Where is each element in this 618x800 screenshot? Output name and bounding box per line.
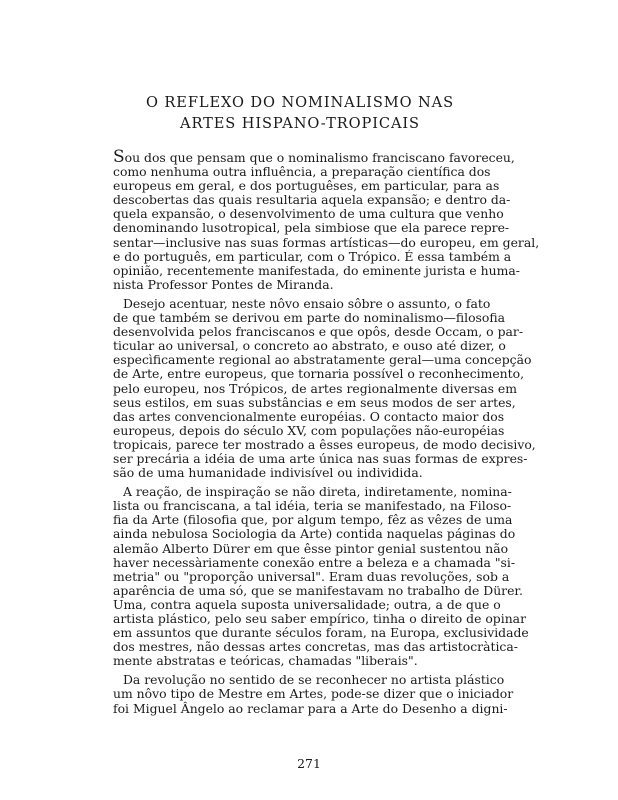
text-line <box>113 466 487 480</box>
text-line <box>113 568 510 584</box>
text-line-content: A reação, de inspiração se não direta, indiretamente, nomina- <box>123 484 512 500</box>
text-line <box>113 310 506 326</box>
text-line <box>113 450 528 466</box>
text-line <box>113 352 532 368</box>
text-line-content: metria" ou "proporção universal". Eram duas revoluções, sob a <box>113 568 510 584</box>
text-line <box>113 408 505 424</box>
text-line-content: ainda nebulosa Sociologia da Arte) contida naquelas páginas do <box>113 526 516 542</box>
text-line <box>113 295 491 311</box>
text-line-content: alemão Alberto Dürer em que êsse pintor genial sustentou não <box>113 540 509 556</box>
text-line-content: descobertas das quais resultaria aquela expansão; e dentro da- <box>113 192 511 208</box>
text-line <box>113 394 516 410</box>
text-line-content: Da revolução no sentido de se reconhecer no artista plástico <box>123 672 505 688</box>
text-line <box>113 422 505 438</box>
page-number: 271 <box>297 756 321 771</box>
text-line <box>113 639 518 655</box>
text-line-content: pelo europeu, nos Trópicos, de artes regionalmente diversas em <box>113 380 518 396</box>
text-line-content: como nenhuma outra influência, a preparação científica dos <box>113 164 491 180</box>
book-page <box>113 92 540 716</box>
text-line-content: Desejo acentuar, neste nôvo ensaio sôbre o assunto, o fato <box>123 295 491 311</box>
text-line-content: Uma, contra aquela suposta universalidade; outra, a de que o <box>113 596 501 612</box>
text-line <box>113 220 510 236</box>
chapter-title <box>113 92 487 134</box>
text-line-content: tropicais, parece ter mostrado a êsses europeus, de modo decisivo, <box>113 436 536 452</box>
text-line-content: lista ou franciscana, a tal idéia, teria se manifestado, na Filoso- <box>113 498 512 514</box>
text-line-content: opinião, recentemente manifestada, do eminente jurista e huma- <box>113 262 520 278</box>
text-line <box>113 278 487 292</box>
text-line <box>113 338 506 354</box>
text-line-content: fia da Arte (filosofia que, por algum tempo, fêz as vêzes de uma <box>113 512 513 528</box>
text-line-content: europeus, depois do século XV, com populações não-européias <box>113 422 505 438</box>
text-line <box>113 672 505 688</box>
text-line-content: especìficamente regional ao abstratamente geral—uma concepção <box>113 352 532 368</box>
text-line-content: desenvolvida pelos franciscanos e que opôs, desde Occam, o par- <box>113 324 524 340</box>
text-line-content: nista Professor Pontes de Miranda. <box>113 276 334 292</box>
text-line-content: e do português, em particular, com o Trópico. É essa também a <box>113 248 512 264</box>
text-line <box>113 540 509 556</box>
text-line <box>113 164 491 180</box>
chapter-title-line-2: ARTES HISPANO-TROPICAIS <box>180 115 420 132</box>
text-line-content: denominando lusotropical, pela simbiose que ela parece repre- <box>113 220 510 236</box>
text-line-content: um nôvo tipo de Mestre em Artes, pode-se dizer que o iniciador <box>113 686 514 702</box>
text-line-content: de que também se derivou em parte do nominalismo—filosofia <box>113 310 506 326</box>
text-line-content: foi Miguel Ângelo ao reclamar para a Arte do Desenho a digni- <box>113 700 508 716</box>
chapter-title-line-1: O REFLEXO DO NOMINALISMO NAS <box>145 94 454 111</box>
text-line <box>113 366 525 382</box>
text-line-content: ou dos que pensam que o nominalismo franciscano favoreceu, <box>124 150 515 165</box>
text-line <box>113 262 520 278</box>
paragraph <box>113 484 529 669</box>
text-line-content: em assuntos que durante séculos foram, na Europa, exclusividade <box>113 625 529 641</box>
text-line <box>113 234 540 250</box>
text-line <box>113 554 516 570</box>
text-line <box>113 380 518 396</box>
text-line-content: europeus em geral, e dos portuguêses, em particular, para as <box>113 178 500 194</box>
text-line <box>113 248 512 264</box>
text-line <box>113 324 524 340</box>
text-line <box>113 625 529 641</box>
text-line <box>113 498 512 514</box>
body-text <box>113 147 540 716</box>
text-line-content: artista plástico, pelo seu saber empírico, tinha o direito de opinar <box>113 611 526 626</box>
text-line-content: ticular ao universal, o concreto ao abstrato, e ouso até dizer, o <box>113 338 506 354</box>
text-line-content: de Arte, entre europeus, que tornaria possível o reconhecimento, <box>113 366 525 382</box>
text-line <box>113 178 500 194</box>
text-line <box>113 654 487 668</box>
text-line <box>113 596 501 612</box>
text-line <box>113 206 504 222</box>
text-line-content: ser precária a idéia de uma arte única nas suas formas de expres- <box>113 450 528 466</box>
paragraph <box>113 295 536 481</box>
text-line <box>113 526 516 542</box>
text-line-content: das artes convencionalmente européias. O contacto maior dos <box>113 408 505 424</box>
text-line-content: quela expansão, o desenvolvimento de uma cultura que venho <box>113 206 504 222</box>
paragraph <box>113 672 514 716</box>
drop-cap: S <box>113 147 125 167</box>
text-line <box>113 582 523 598</box>
text-line <box>113 192 511 208</box>
text-line-content: sentar—inclusive nas suas formas artísticas—do europeu, em geral, <box>113 234 540 250</box>
text-line-content: são de uma humanidade indivisível ou individida. <box>113 465 423 481</box>
text-line-content: dos mestres, não dessas artes concretas, mas das artistocràtica- <box>113 639 518 655</box>
text-line-content: haver necessàriamente conexão entre a beleza e a chamada "si- <box>113 554 516 570</box>
text-line <box>113 686 514 702</box>
text-line <box>113 147 515 167</box>
text-line-content: mente abstratas e teóricas, chamadas "liberais". <box>113 653 418 669</box>
paragraph <box>113 147 540 292</box>
text-line <box>113 700 508 716</box>
text-line <box>113 512 513 528</box>
text-line <box>113 484 512 500</box>
text-line-content: aparência de uma só, que se manifestavam no trabalho de Dürer. <box>113 582 523 598</box>
text-line-content: seus estilos, em suas substâncias e em seus modos de ser artes, <box>113 394 516 410</box>
text-line <box>113 611 526 626</box>
text-line <box>113 436 536 452</box>
